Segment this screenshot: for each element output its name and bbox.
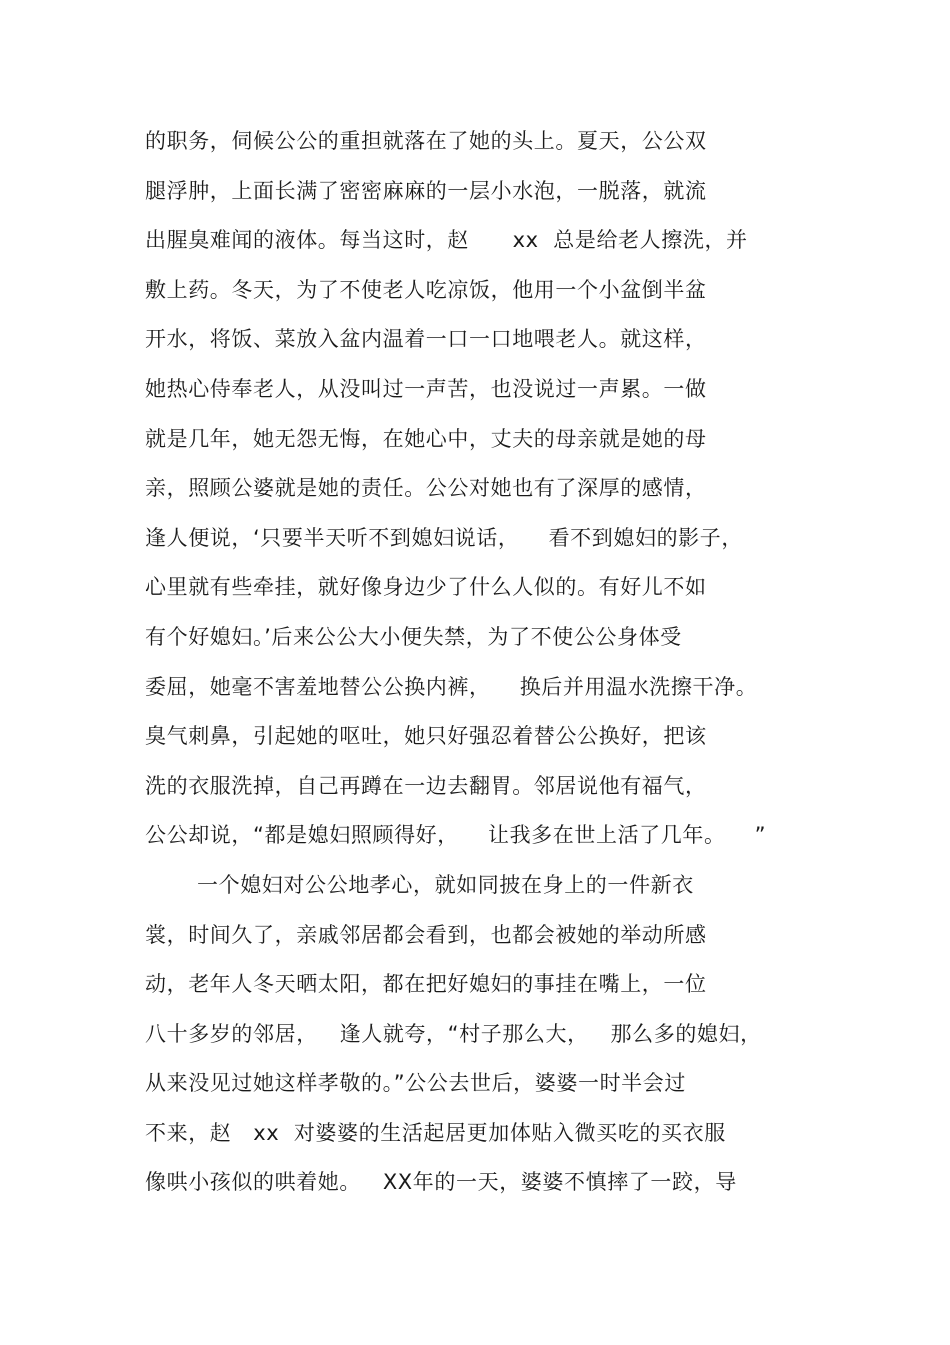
text-line: 委屈，她毫不害羞地替公公换内裤， 换后并用温水洗擦干净。 [145,674,758,699]
text-line: 亲，照顾公婆就是她的责任。公公对她也有了深厚的感情， [145,476,707,501]
text-line: 出腥臭难闻的液体。每当这时，赵 xx 总是给老人擦洗，并 [145,228,748,253]
text-line: 不来，赵 xx 对婆婆的生活起居更加体贴入微买吃的买衣服 [145,1120,726,1145]
text-line: 开水，将饭、菜放入盆内温着一口一口地喂老人。就这样， [145,327,707,352]
text-line: 敷上药。冬天，为了不使老人吃凉饭，他用一个小盆倒半盆 [145,277,707,302]
text-line: 心里就有些牵挂，就好像身边少了什么人似的。有好儿不如 [145,575,707,600]
text-line: 公公却说，“都是媳妇照顾得好， 让我多在世上活了几年。 ” [145,823,767,848]
text-line: 从来没见过她这样孝敬的。”公公去世后，婆婆一时半会过 [145,1071,686,1096]
text-line: 裳，时间久了，亲戚邻居都会看到，也都会被她的举动所感 [145,922,707,947]
text-line: 腿浮肿，上面长满了密密麻麻的一层小水泡，一脱落，就流 [145,178,707,203]
text-line: 八十多岁的邻居， 逢人就夸，“村子那么大， 那么多的媳妇， [145,1021,762,1046]
text-line: 就是几年，她无怨无悔，在她心中，丈夫的母亲就是她的母 [145,426,707,451]
paragraph-first-line: 一个媳妇对公公地孝心，就如同披在身上的一件新衣 [197,872,694,897]
text-line: 动，老年人冬天晒太阳，都在把好媳妇的事挂在嘴上，一位 [145,972,707,997]
text-line: 臭气刺鼻，引起她的呕吐，她只好强忍着替公公换好，把该 [145,724,707,749]
text-line: 洗的衣服洗掉，自己再蹲在一边去翻胃。邻居说他有福气， [145,773,707,798]
text-line: 她热心侍奉老人，从没叫过一声苦，也没说过一声累。一做 [145,376,707,401]
text-line: 的职务，伺候公公的重担就落在了她的头上。夏天，公公双 [145,129,707,153]
body-text [145,124,845,1215]
text-line: 有个好媳妇。’后来公公大小便失禁，为了不使公公身体受 [145,624,682,649]
text-line: 逢人便说，‘只要半天听不到媳妇说话， 看不到媳妇的影子， [145,525,743,550]
text-line: 像哄小孩似的哄着她。 XX年的一天，婆婆不慎摔了一跤，导 [145,1170,737,1195]
